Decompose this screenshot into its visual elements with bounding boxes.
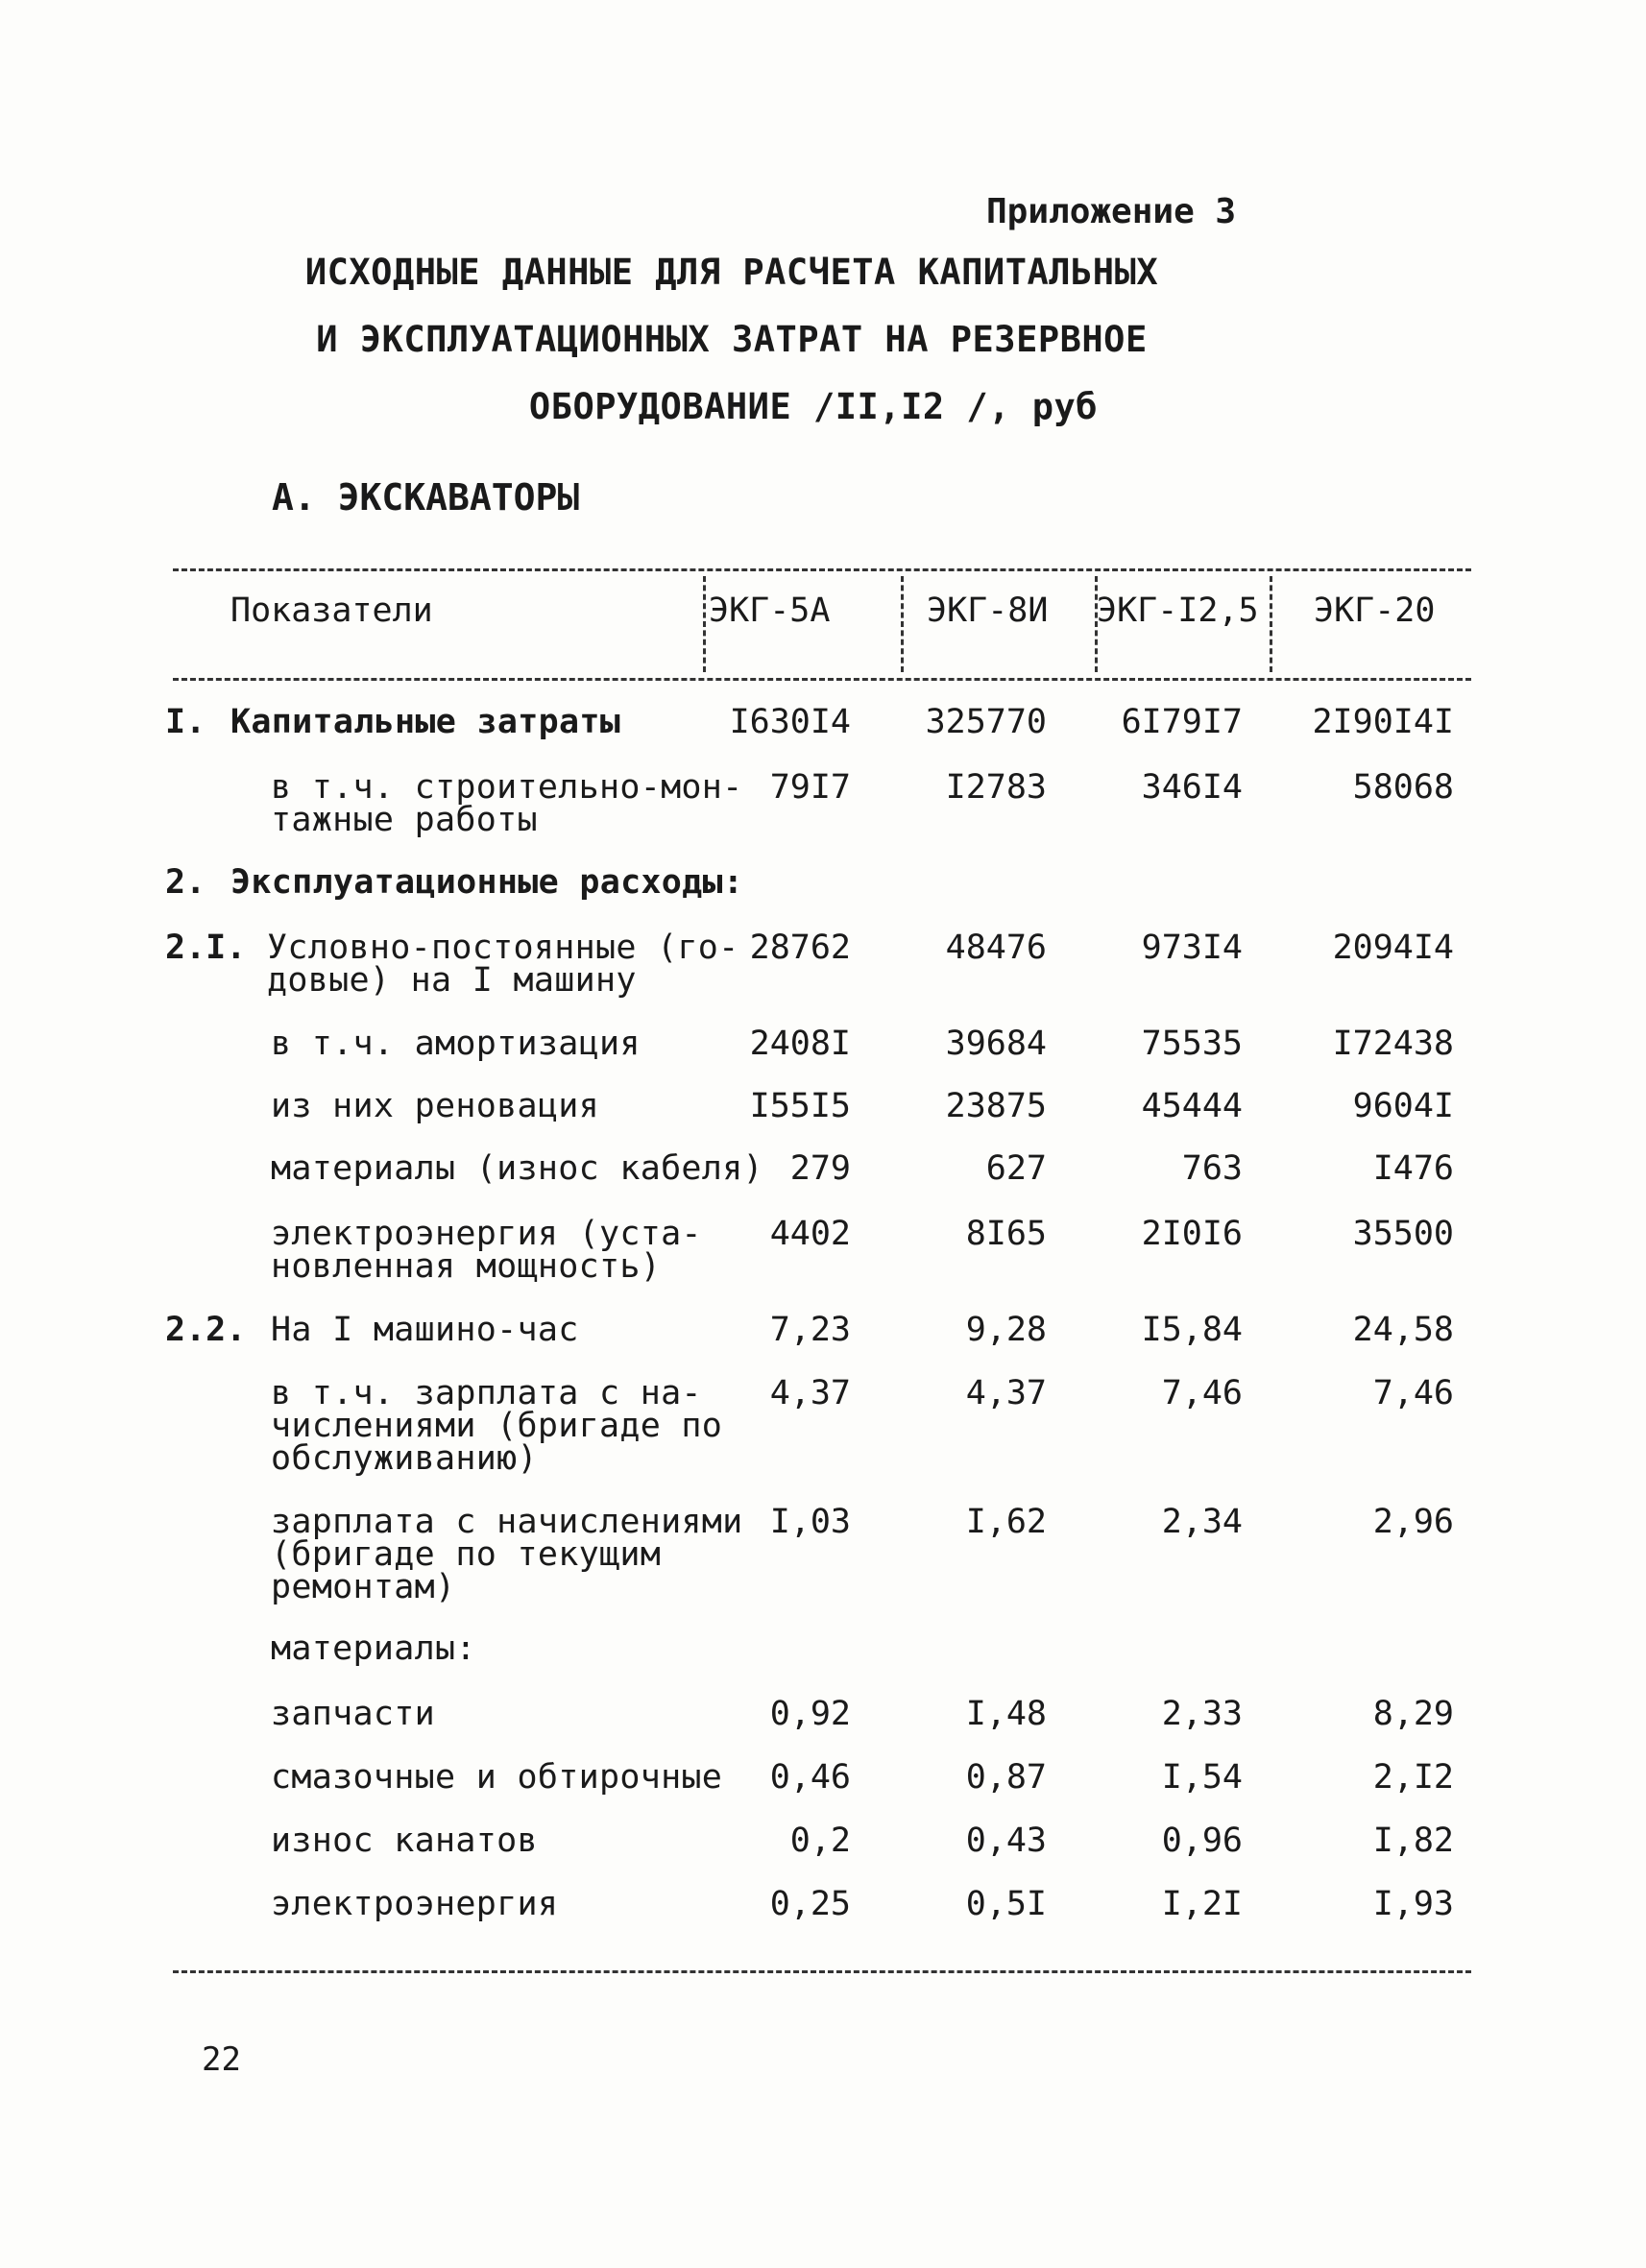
row-value-ЭКГ-I2,5: 763: [1181, 1149, 1243, 1188]
row-value-ЭКГ-20: I476: [1372, 1149, 1454, 1188]
column-separator: [703, 576, 706, 672]
row-value-ЭКГ-8И: 325770: [925, 703, 1047, 741]
row-value-ЭКГ-I2,5: 0,96: [1161, 1822, 1243, 1860]
row-value-ЭКГ-20: 58068: [1352, 768, 1454, 807]
row-value-ЭКГ-5А: I,03: [769, 1503, 851, 1541]
row-value-ЭКГ-I2,5: 973I4: [1141, 929, 1243, 967]
row-value-ЭКГ-20: 24,58: [1352, 1311, 1454, 1349]
row-value-ЭКГ-20: 9604I: [1352, 1087, 1454, 1125]
row-value-ЭКГ-5А: 0,46: [769, 1758, 851, 1797]
row-value-ЭКГ-8И: I,48: [965, 1695, 1047, 1733]
row-value-ЭКГ-I2,5: I,54: [1161, 1758, 1243, 1797]
row-value-ЭКГ-8И: 9,28: [965, 1311, 1047, 1349]
row-label: зарплата с начислениями (бригаде по текущим ремонтам): [271, 1503, 743, 1606]
row-value-ЭКГ-5А: 7,23: [769, 1311, 851, 1349]
row-value-ЭКГ-20: I,82: [1372, 1822, 1454, 1860]
document-title-line-2: И ЭКСПЛУАТАЦИОННЫХ ЗАТРАТ НА РЕЗЕРВНОЕ: [316, 319, 1148, 360]
row-number: 2.2.: [165, 1311, 247, 1349]
row-value-ЭКГ-20: 2,96: [1372, 1503, 1454, 1541]
row-label: материалы:: [271, 1629, 476, 1668]
row-value-ЭКГ-I2,5: 2I0I6: [1141, 1215, 1243, 1253]
header-indicators: Показатели: [230, 591, 433, 630]
row-value-ЭКГ-20: 2094I4: [1332, 929, 1454, 967]
row-label: в т.ч. амортизация: [271, 1025, 641, 1063]
appendix-label: Приложение 3: [986, 192, 1237, 231]
row-value-ЭКГ-5А: 0,25: [769, 1885, 851, 1923]
row-value-ЭКГ-8И: 0,87: [965, 1758, 1047, 1797]
section-heading: А. ЭКСКАВАТОРЫ: [272, 476, 580, 519]
row-value-ЭКГ-8И: 627: [985, 1149, 1047, 1188]
row-label: Условно-постоянные (го- довые) на I машину: [267, 929, 739, 1000]
table-bottom-rule: [173, 1970, 1471, 1973]
row-label: в т.ч. строительно-мон- тажные работы: [271, 768, 743, 839]
row-value-ЭКГ-8И: 39684: [945, 1025, 1047, 1063]
row-number: I.: [165, 703, 206, 741]
row-value-ЭКГ-20: 35500: [1352, 1215, 1454, 1253]
row-value-ЭКГ-5А: 28762: [749, 929, 851, 967]
row-label: Эксплуатационные расходы:: [230, 863, 744, 902]
row-value-ЭКГ-20: 2,I2: [1372, 1758, 1454, 1797]
row-value-ЭКГ-I2,5: 2,34: [1161, 1503, 1243, 1541]
row-value-ЭКГ-I2,5: I5,84: [1141, 1311, 1243, 1349]
header-ekg-5a: ЭКГ-5А: [709, 591, 831, 630]
table-top-rule: [173, 568, 1471, 571]
row-value-ЭКГ-I2,5: 346I4: [1141, 768, 1243, 807]
row-label: На I машино-час: [271, 1311, 579, 1349]
row-label: электроэнергия: [271, 1885, 559, 1923]
row-label: из них реновация: [271, 1087, 599, 1125]
row-value-ЭКГ-8И: 8I65: [965, 1215, 1047, 1253]
row-value-ЭКГ-20: 2I90I4I: [1312, 703, 1454, 741]
row-value-ЭКГ-8И: 23875: [945, 1087, 1047, 1125]
document-title-line-3: ОБОРУДОВАНИЕ /II,I2 /, руб: [528, 386, 1099, 427]
row-value-ЭКГ-20: 8,29: [1372, 1695, 1454, 1733]
row-value-ЭКГ-5А: 0,92: [769, 1695, 851, 1733]
row-value-ЭКГ-8И: 0,43: [965, 1822, 1047, 1860]
row-label: износ канатов: [271, 1822, 538, 1860]
header-ekg-8i: ЭКГ-8И: [927, 591, 1049, 630]
page-number: 22: [202, 2040, 241, 2079]
row-value-ЭКГ-5А: 79I7: [769, 768, 851, 807]
row-label: электроэнергия (уста- новленная мощность): [271, 1215, 702, 1286]
row-value-ЭКГ-8И: I,62: [965, 1503, 1047, 1541]
row-value-ЭКГ-I2,5: 6I79I7: [1121, 703, 1243, 741]
row-number: 2.: [165, 863, 206, 902]
row-value-ЭКГ-20: I72438: [1332, 1025, 1454, 1063]
row-value-ЭКГ-I2,5: 2,33: [1161, 1695, 1243, 1733]
row-label: в т.ч. зарплата с на- числениями (бригаде по обслуживанию): [271, 1374, 723, 1478]
row-value-ЭКГ-5А: 4402: [769, 1215, 851, 1253]
table-header-rule: [173, 678, 1471, 681]
header-ekg-12-5: ЭКГ-I2,5: [1097, 591, 1259, 630]
row-value-ЭКГ-8И: 48476: [945, 929, 1047, 967]
document-title-line-1: ИСХОДНЫЕ ДАННЫЕ ДЛЯ РАСЧЕТА КАПИТАЛЬНЫХ: [304, 252, 1159, 293]
row-value-ЭКГ-I2,5: 7,46: [1161, 1374, 1243, 1412]
row-value-ЭКГ-I2,5: 75535: [1141, 1025, 1243, 1063]
header-ekg-20: ЭКГ-20: [1314, 591, 1436, 630]
column-separator: [901, 576, 904, 672]
row-value-ЭКГ-20: I,93: [1372, 1885, 1454, 1923]
column-separator: [1270, 576, 1272, 672]
row-value-ЭКГ-8И: I2783: [945, 768, 1047, 807]
row-value-ЭКГ-8И: 4,37: [965, 1374, 1047, 1412]
row-number: 2.I.: [165, 929, 247, 967]
row-value-ЭКГ-I2,5: I,2I: [1161, 1885, 1243, 1923]
row-value-ЭКГ-5А: I55I5: [749, 1087, 851, 1125]
row-label: Капитальные затраты: [230, 703, 621, 741]
row-value-ЭКГ-5А: 279: [789, 1149, 851, 1188]
row-value-ЭКГ-5А: I630I4: [729, 703, 851, 741]
row-value-ЭКГ-5А: 0,2: [789, 1822, 851, 1860]
row-label: материалы (износ кабеля): [271, 1149, 763, 1188]
row-label: смазочные и обтирочные: [271, 1758, 723, 1797]
row-value-ЭКГ-20: 7,46: [1372, 1374, 1454, 1412]
row-value-ЭКГ-I2,5: 45444: [1141, 1087, 1243, 1125]
row-value-ЭКГ-8И: 0,5I: [965, 1885, 1047, 1923]
row-value-ЭКГ-5А: 2408I: [749, 1025, 851, 1063]
row-value-ЭКГ-5А: 4,37: [769, 1374, 851, 1412]
row-label: запчасти: [271, 1695, 435, 1733]
